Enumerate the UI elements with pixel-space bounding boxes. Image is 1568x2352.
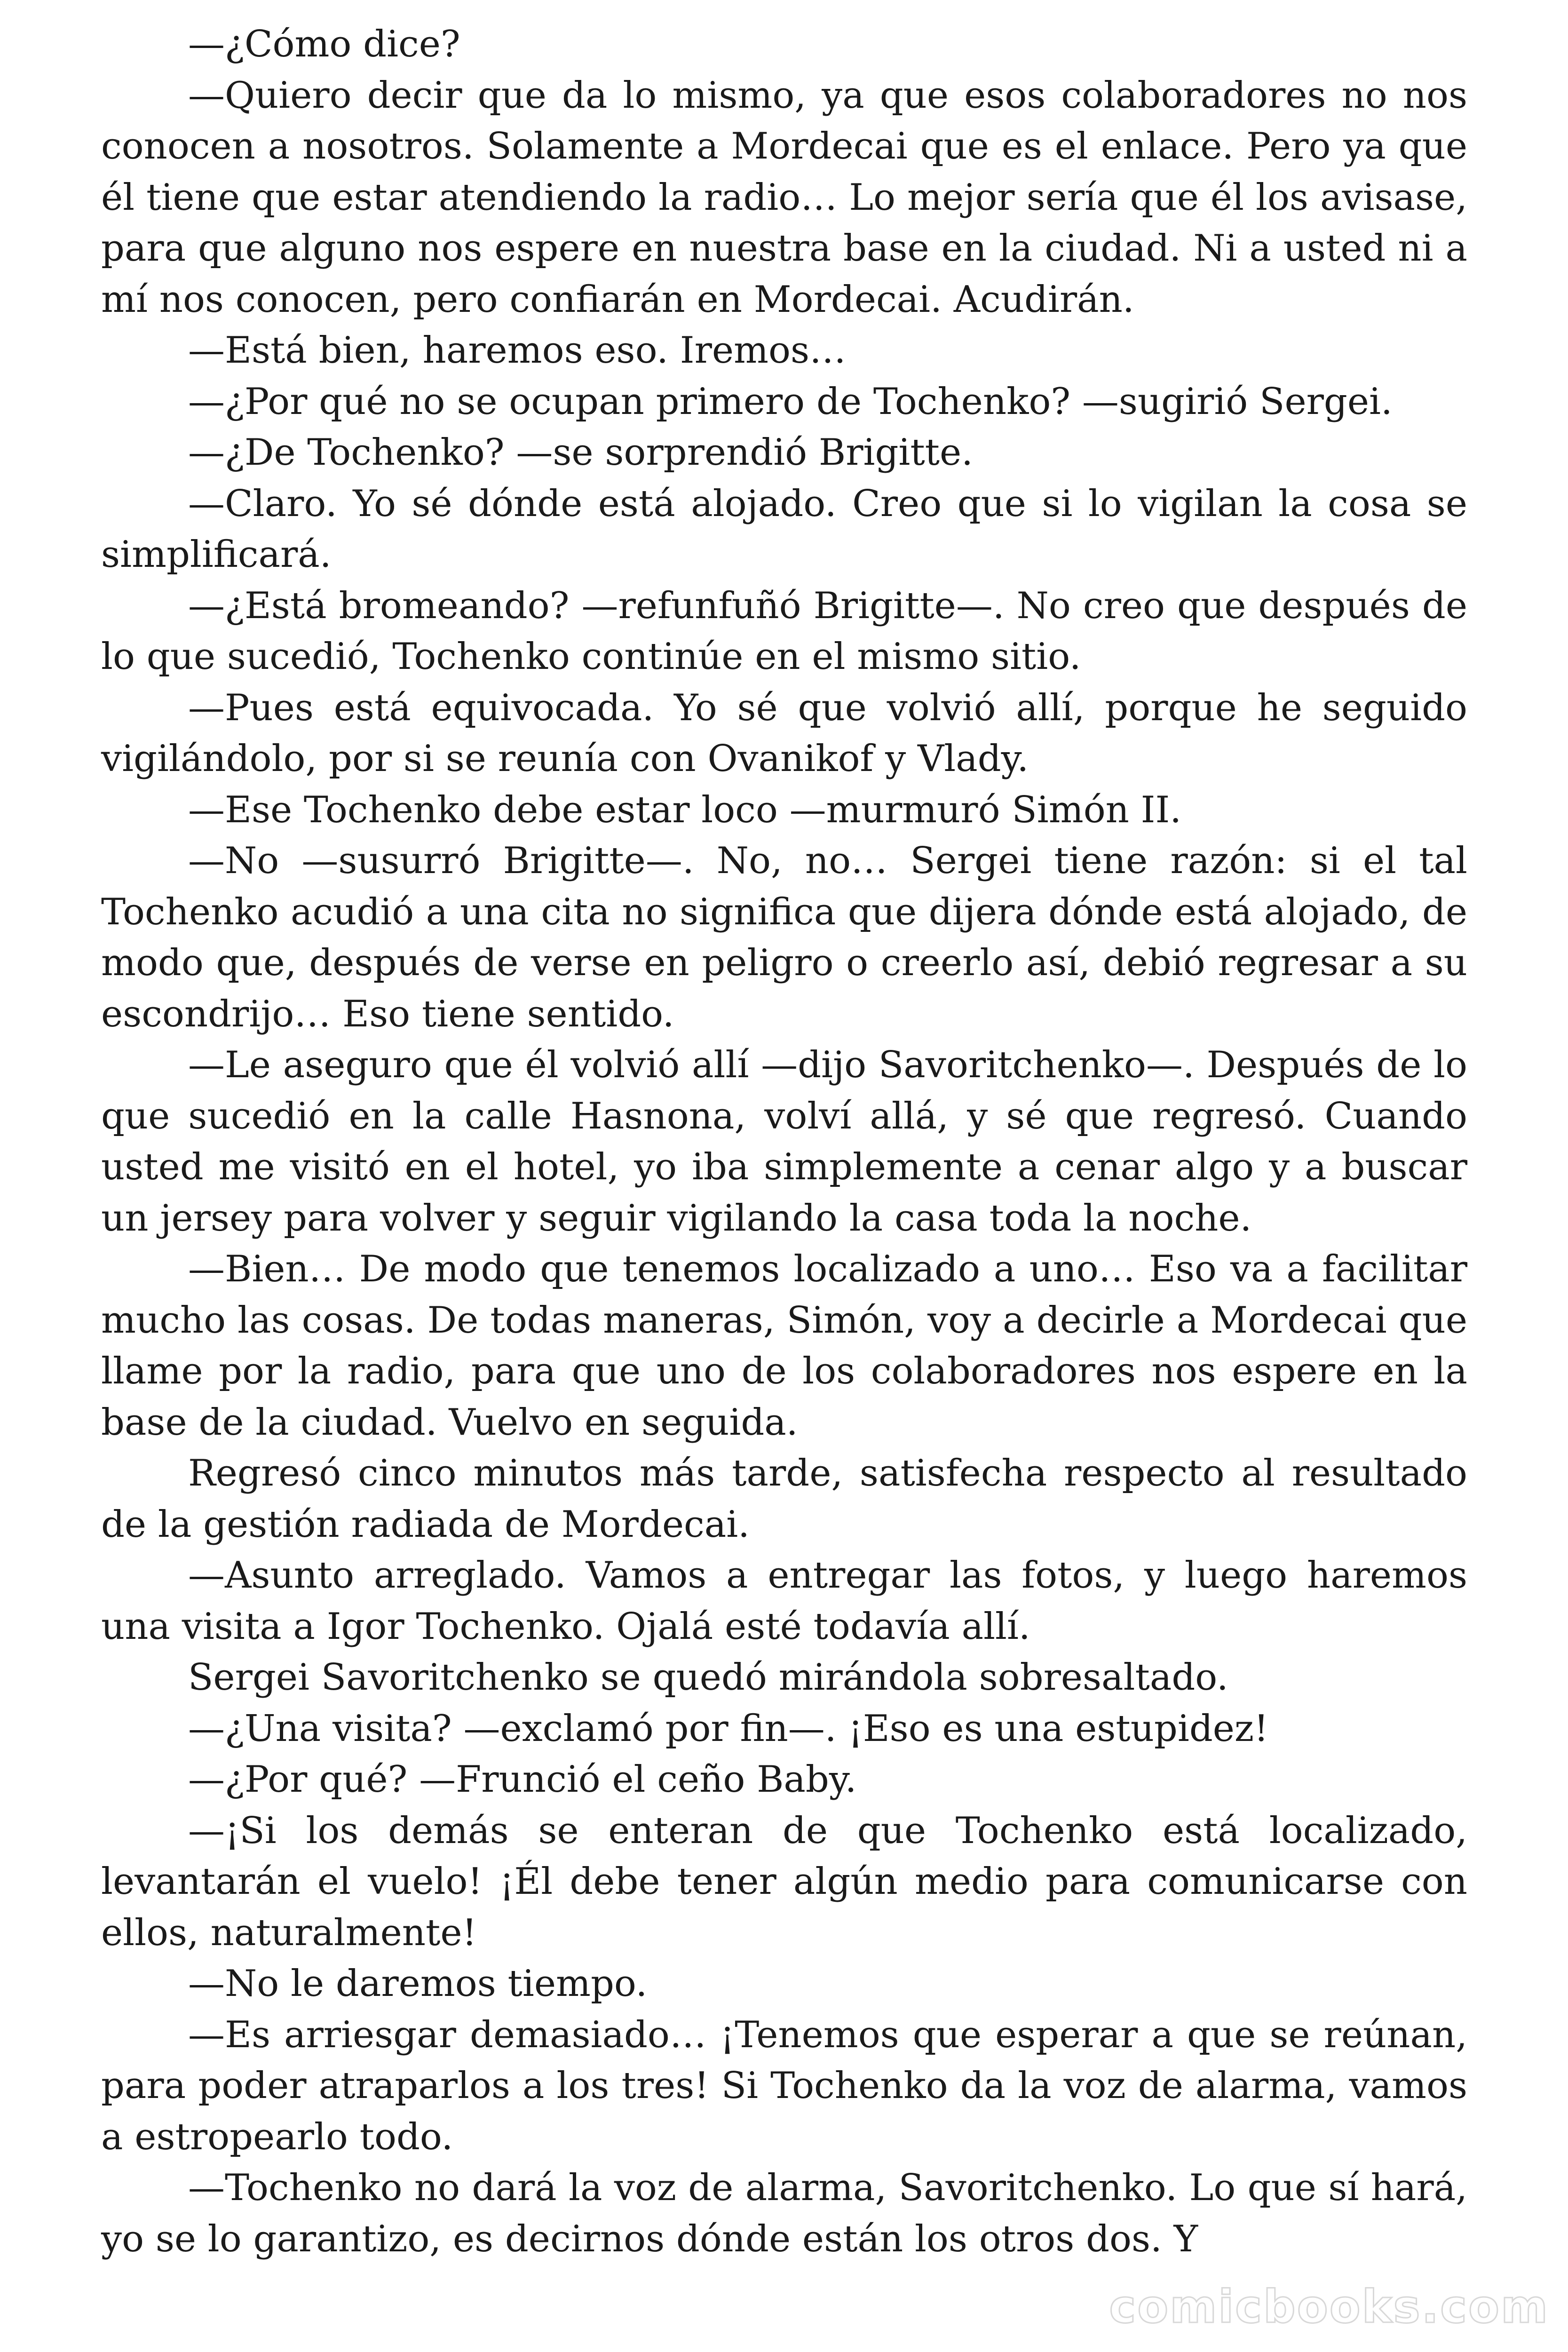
paragraph: —Pues está equivocada. Yo sé que volvió allí, porque he seguido vigilándolo, por si se reunía con Ovanikof y Vlady. — [101, 686, 1467, 780]
paragraph: —Claro. Yo sé dónde está alojado. Creo que si lo vigilan la cosa se simplificará. — [101, 482, 1467, 576]
paragraph: —Bien… De modo que tenemos localizado a uno… Eso va a facilitar mucho las cosas. De todas maneras, Simón, voy a decirle a Mordecai que llame por la radio, para que uno de los colaboradores nos espere en la base de la ciudad. Vuelvo en seguida. — [101, 1248, 1467, 1444]
paragraph: —¡Si los demás se enteran de que Tochenko está localizado, levantarán el vuelo! ¡Él debe tener algún medio para comunicarse con ellos, naturalmente! — [101, 1809, 1467, 1954]
paragraph: —¿De Tochenko? —se sorprendió Brigitte. — [188, 431, 973, 474]
paragraph: Regresó cinco minutos más tarde, satisfecha respecto al resultado de la gestión radiada de Mordecai. — [101, 1452, 1467, 1546]
paragraph: —No —susurró Brigitte—. No, no… Sergei tiene razón: si el tal Tochenko acudió a una cita no significa que dijera dónde está alojado, de modo que, después de verse en peligro o creerlo así, debió regresar a su escondrijo… Eso tiene sentido. — [101, 840, 1467, 1035]
paragraph: —Está bien, haremos eso. Iremos… — [188, 329, 846, 372]
paragraph: —¿Cómo dice? — [188, 23, 460, 65]
paragraph: —¿Por qué? —Frunció el ceño Baby. — [188, 1758, 857, 1801]
paragraph: —Tochenko no dará la voz de alarma, Savoritchenko. Lo que sí hará, yo se lo garantizo, es decirnos dónde están los otros dos. Y — [101, 2167, 1467, 2260]
paragraph: —¿Por qué no se ocupan primero de Tochenko? —sugirió Sergei. — [188, 380, 1393, 423]
paragraph: —Quiero decir que da lo mismo, ya que esos colaboradores no nos conocen a nosotros. Solamente a Mordecai que es el enlace. Pero ya que él tiene que estar atendiendo la radio… Lo mejor sería que él los avisase, para que alguno nos espere en nuestra base en la ciudad. Ni a usted ni a mí nos conocen, pero confiarán en Mordecai. Acudirán. — [101, 74, 1467, 321]
watermark: comicbooks.com — [1109, 2280, 1549, 2333]
paragraph: —Ese Tochenko debe estar loco —murmuró Simón II. — [188, 788, 1182, 831]
paragraph: —Asunto arreglado. Vamos a entregar las fotos, y luego haremos una visita a Igor Tochenko. Ojalá esté todavía allí. — [101, 1554, 1467, 1648]
paragraph: —Le aseguro que él volvió allí —dijo Savoritchenko—. Después de lo que sucedió en la calle Hasnona, volví allá, y sé que regresó. Cuando usted me visitó en el hotel, yo iba simplemente a cenar algo y a buscar un jersey para volver y seguir vigilando la casa toda la noche. — [101, 1044, 1467, 1240]
paragraph: —Es arriesgar demasiado… ¡Tenemos que esperar a que se reúnan, para poder atraparlos a los tres! Si Tochenko da la voz de alarma, vamos a estropearlo todo. — [101, 2013, 1467, 2158]
paragraph: —¿Está bromeando? —refunfuñó Brigitte—. No creo que después de lo que sucedió, Tochenko continúe en el mismo sitio. — [101, 584, 1467, 678]
paragraph: Sergei Savoritchenko se quedó mirándola sobresaltado. — [188, 1656, 1228, 1699]
paragraph: —No le daremos tiempo. — [188, 1963, 648, 2005]
paragraph: —¿Una visita? —exclamó por fin—. ¡Eso es una estupidez! — [188, 1707, 1269, 1750]
book-page — [101, 19, 1467, 2265]
